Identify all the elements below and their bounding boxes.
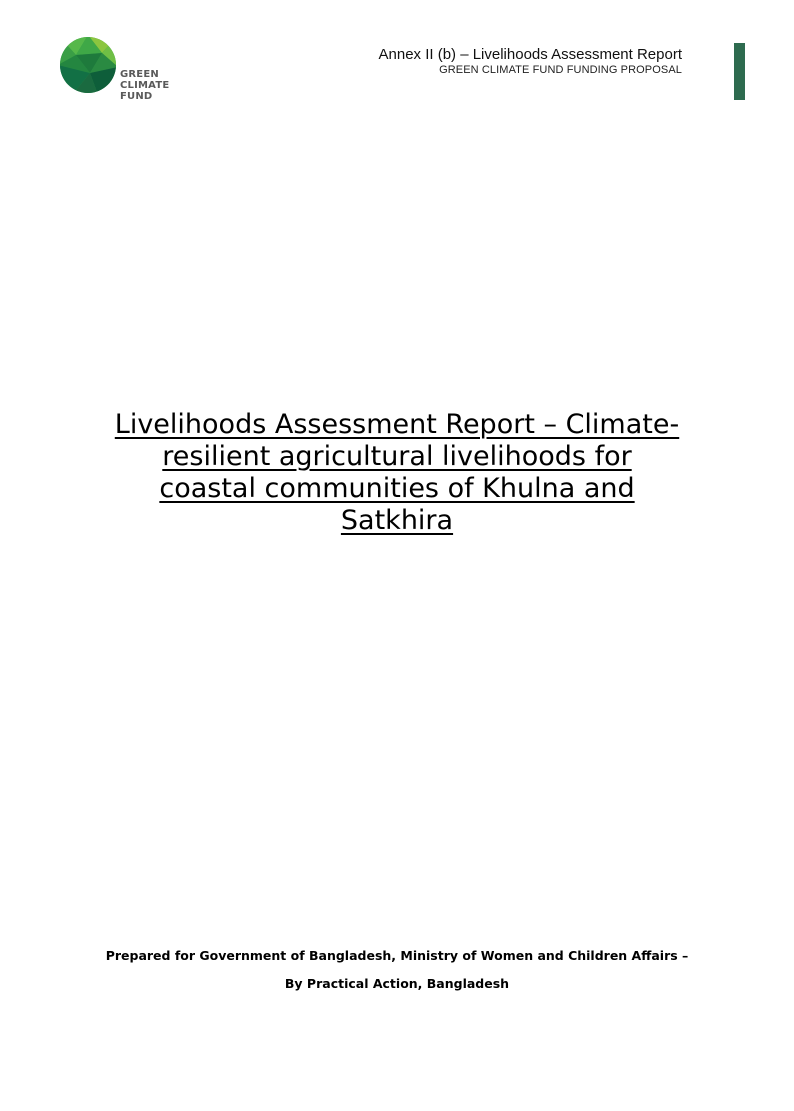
document-title: [70, 409, 724, 537]
prepared-by-block: [40, 942, 754, 998]
title-line: resilient agricultural livelihoods for: [162, 441, 632, 472]
title-line: Livelihoods Assessment Report – Climate-: [114, 409, 680, 440]
title-line: Satkhira: [340, 505, 454, 536]
header-subtitle: GREEN CLIMATE FUND FUNDING PROPOSAL: [439, 64, 682, 76]
header-title: Annex II (b) – Livelihoods Assessment Report: [378, 46, 682, 63]
page-header: [379, 46, 683, 77]
prepared-by-text: By Practical Action, Bangladesh: [284, 976, 510, 991]
logo-line: FUND: [120, 91, 153, 102]
logo-line: GREEN: [120, 69, 159, 80]
prepared-for-text: Prepared for Government of Bangladesh, Ministry of Women and Children Affairs –: [105, 948, 689, 963]
logo-wordmark: [120, 69, 169, 102]
logo-line: CLIMATE: [120, 80, 170, 91]
green-climate-fund-globe-icon: [58, 35, 118, 95]
green-climate-fund-logo: [58, 35, 178, 110]
title-line: coastal communities of Khulna and: [159, 473, 635, 504]
header-accent-bar: [734, 43, 745, 100]
